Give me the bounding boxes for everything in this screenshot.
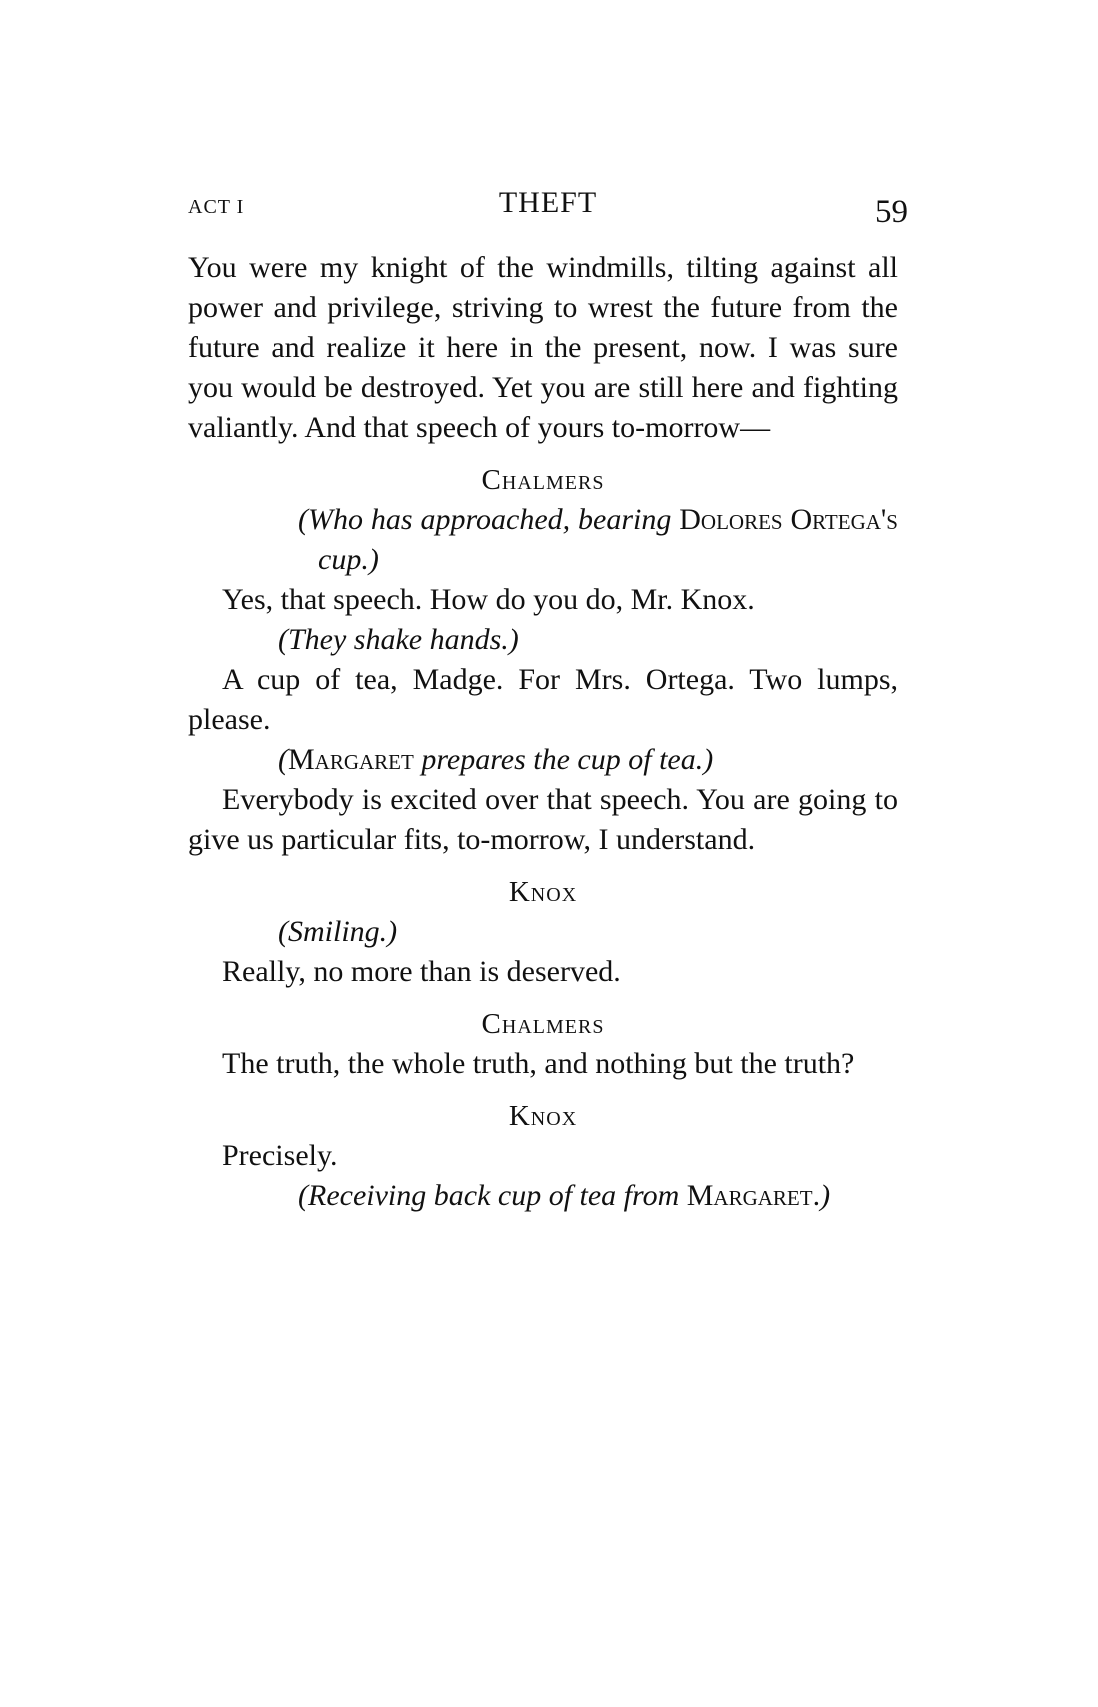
stage-direction <box>188 740 898 780</box>
play-title: THEFT <box>498 186 598 219</box>
speech-line: Really, no more than is deserved. <box>222 955 621 988</box>
character-name: Margaret. <box>686 1179 821 1212</box>
speech-paragraph: You were my knight of the windmills, tilting against all power and privilege, striving to wrest the future from the future and realize it here in the present, now. I was sure you would be destroyed. Yet you are still here and fighting valiantly. And that speech of yours to-morrow— <box>188 251 898 444</box>
stage-direction <box>188 500 898 580</box>
stage-direction-text: (Who has approached, bearing <box>298 503 680 536</box>
speech-line: Everybody is excited over that speech. You are going to give us particular fits, to-morrow, I understand. <box>188 783 898 856</box>
page-number: 59 <box>875 194 908 230</box>
stage-direction-text: ) <box>820 1179 831 1212</box>
stage-direction-text: cup.) <box>318 543 379 576</box>
stage-direction: (Smiling.) <box>278 915 398 948</box>
speech-line: Precisely. <box>222 1139 338 1172</box>
character-name: Margaret <box>288 743 414 776</box>
speaker-name: Chalmers <box>481 1008 605 1040</box>
page-text <box>188 248 898 1216</box>
act-label: ACT I <box>188 196 245 218</box>
running-head <box>188 186 908 236</box>
speaker-name: Knox <box>508 876 578 908</box>
stage-direction-text: prepares the cup of tea.) <box>413 743 714 776</box>
stage-direction-text: (Receiving back cup of tea from <box>298 1179 687 1212</box>
speaker-name: Chalmers <box>481 464 605 496</box>
stage-direction: (They shake hands.) <box>278 623 519 656</box>
stage-direction-text: ( <box>278 743 288 776</box>
character-name: Dolores Ortega's <box>679 503 898 536</box>
speech-line: Yes, that speech. How do you do, Mr. Knox. <box>222 583 755 616</box>
stage-direction <box>188 1176 898 1216</box>
speaker-name: Knox <box>508 1100 578 1132</box>
speech-line: A cup of tea, Madge. For Mrs. Ortega. Two lumps, please. <box>188 663 898 736</box>
speech-line: The truth, the whole truth, and nothing but the truth? <box>222 1047 855 1080</box>
